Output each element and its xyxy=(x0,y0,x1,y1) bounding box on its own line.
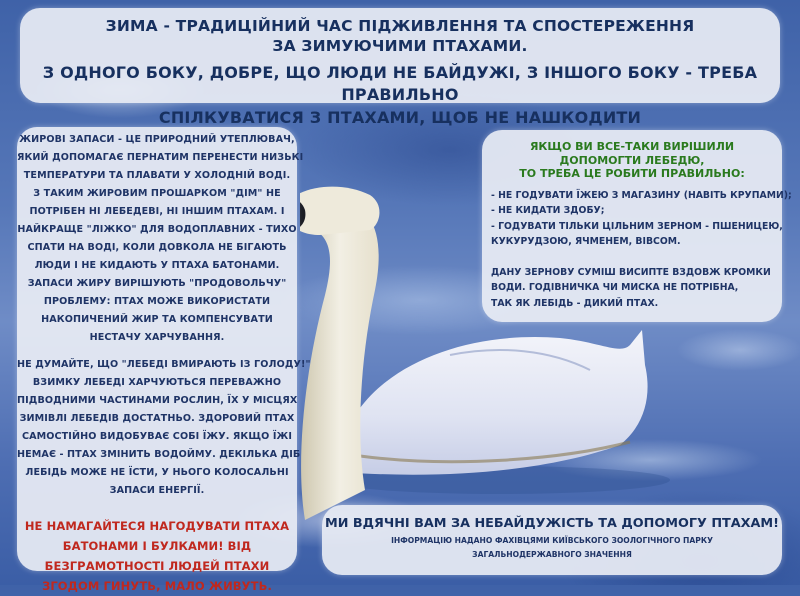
text-line: ЗИМІВЛІ ЛЕБЕДІВ ДОСТАТНЬО. ЗДОРОВИЙ ПТАХ xyxy=(19,413,295,424)
fat-reserves-panel xyxy=(17,127,311,593)
text-line: ЗАПАСИ ЕНЕРГІЇ. xyxy=(109,485,205,496)
list-item: - ГОДУВАТИ ТІЛЬКИ ЦІЛЬНИМ ЗЕРНОМ - ПШЕНИЦЕЮ, xyxy=(491,220,783,232)
feeding-rules-heading xyxy=(482,140,782,181)
heading-line: ДОПОМОГТИ ЛЕБЕДЮ, xyxy=(559,153,705,167)
header-banner xyxy=(20,8,780,127)
text-line: ЯКИЙ ДОПОМАГАЄ ПЕРНАТИМ ПЕРЕНЕСТИ НИЗЬКІ xyxy=(17,152,304,163)
warning-line: БАТОНАМИ І БУЛКАМИ! ВІД xyxy=(62,539,252,553)
warning-line: ЗГОДОМ ГИНУТЬ, МАЛО ЖИВУТЬ. xyxy=(42,579,272,593)
feeding-note xyxy=(482,265,782,312)
feeding-rules-list xyxy=(482,188,792,250)
text-line: ЗАПАСИ ЖИРУ ВИРІШУЮТЬ "ПРОДОВОЛЬЧУ" xyxy=(27,278,287,289)
heading-line: ТО ТРЕБА ЦЕ РОБИТИ ПРАВИЛЬНО: xyxy=(519,167,745,180)
text-line: ТЕМПЕРАТУРИ ТА ПЛАВАТИ У ХОЛОДНІЙ ВОДІ. xyxy=(23,170,291,181)
text-line: СПАТИ НА ВОДІ, КОЛИ ДОВКОЛА НЕ БІГАЮТЬ xyxy=(27,242,287,253)
text-line: ПОТРІБЕН НІ ЛЕБЕДЕВІ, НІ ІНШИМ ПТАХАМ. І xyxy=(29,206,285,217)
credits xyxy=(322,534,782,562)
text-line: ПРОБЛЕМУ: ПТАХ МОЖЕ ВИКОРИСТАТИ xyxy=(43,296,271,307)
text-line: НЕМАЄ - ПТАХ ЗМІНИТЬ ВОДОЙМУ. ДЕКІЛЬКА ДІБ xyxy=(17,449,301,460)
text-line: ТАК ЯК ЛЕБІДЬ - ДИКИЙ ПТАХ. xyxy=(491,297,659,309)
header-line-1: ЗИМА - ТРАДИЦІЙНИЙ ЧАС ПІДЖИВЛЕННЯ ТА СПОСТЕРЕЖЕННЯ xyxy=(105,17,695,35)
list-item: - НЕ КИДАТИ ЗДОБУ; xyxy=(491,205,605,216)
text-line: ЛЮДИ І НЕ КИДАЮТЬ У ПТАХА БАТОНАМИ. xyxy=(34,260,280,271)
list-item: КУКУРУДЗОЮ, ЯЧМЕНЕМ, ВІВСОМ. xyxy=(491,236,681,247)
text-line: ПІДВОДНИМИ ЧАСТИНАМИ РОСЛИН, ЇХ У МІСЦЯХ xyxy=(17,395,298,406)
text-line: ЛЕБІДЬ МОЖЕ НЕ ЇСТИ, У НЬОГО КОЛОСАЛЬНІ xyxy=(25,467,289,478)
fat-reserves-paragraph xyxy=(17,127,304,347)
text-line: НЕ ДУМАЙТЕ, ЩО "ЛЕБЕДІ ВМИРАЮТЬ ІЗ ГОЛОДУ!" xyxy=(17,359,311,370)
text-line: НАКОПИЧЕНИЙ ЖИР ТА КОМПЕНСУВАТИ xyxy=(41,314,273,325)
text-line: НАЙКРАЩЕ "ЛІЖКО" ДЛЯ ВОДОПЛАВНИХ - ТИХО xyxy=(17,224,297,235)
header-line-4: СПІЛКУВАТИСЯ З ПТАХАМИ, ЩОБ НЕ НАШКОДИТИ xyxy=(158,108,642,127)
text-line: ЖИРОВІ ЗАПАСИ - ЦЕ ПРИРОДНИЙ УТЕПЛЮВАЧ, xyxy=(19,134,295,145)
thanks-title: МИ ВДЯЧНІ ВАМ ЗА НЕБАЙДУЖІСТЬ ТА ДОПОМОГУ ПТАХАМ! xyxy=(324,516,780,531)
text-line: НЕСТАЧУ ХАРЧУВАННЯ. xyxy=(89,332,225,343)
warning-line: БЕЗГРАМОТНОСТІ ЛЮДЕЙ ПТАХИ xyxy=(44,559,270,573)
credits-line: ЗАГАЛЬНОДЕРЖАВНОГО ЗНАЧЕННЯ xyxy=(472,550,632,559)
text-line: ВЗИМКУ ЛЕБЕДІ ХАРЧУЮТЬСЯ ПЕРЕВАЖНО xyxy=(32,377,282,388)
credits-line: ІНФОРМАЦІЮ НАДАНО ФАХІВЦЯМИ КИЇВСЬКОГО ЗООЛОГІЧНОГО ПАРКУ xyxy=(391,536,713,545)
swans-not-starving-paragraph xyxy=(17,356,311,500)
warning-line: НЕ НАМАГАЙТЕСЯ НАГОДУВАТИ ПТАХА xyxy=(24,519,290,533)
header-line-2: ЗА ЗИМУЮЧИМИ ПТАХАМИ. xyxy=(272,37,528,55)
heading-line: ЯКЩО ВИ ВСЕ-ТАКИ ВИРІШИЛИ xyxy=(529,140,735,153)
text-line: ВОДИ. ГОДІВНИЧКА ЧИ МИСКА НЕ ПОТРІБНА, xyxy=(491,282,739,293)
warning-paragraph xyxy=(17,516,297,596)
text-line: З ТАКИМ ЖИРОВИМ ПРОШАРКОМ "ДІМ" НЕ xyxy=(33,188,281,199)
list-item: - НЕ ГОДУВАТИ ЇЖЕЮ З МАГАЗИНУ (НАВІТЬ КРУПАМИ); xyxy=(491,189,792,201)
thanks-banner xyxy=(322,505,782,575)
text-line: ДАНУ ЗЕРНОВУ СУМІШ ВИСИПТЕ ВЗДОВЖ КРОМКИ xyxy=(491,266,771,278)
header-line-3: З ОДНОГО БОКУ, ДОБРЕ, ЩО ЛЮДИ НЕ БАЙДУЖІ, З ІНШОГО БОКУ - ТРЕБА ПРАВИЛЬНО xyxy=(42,63,758,104)
text-line: САМОСТІЙНО ВИДОБУВАЄ СОБІ ЇЖУ. ЯКЩО ЇЖІ xyxy=(21,431,293,442)
feeding-rules-panel xyxy=(482,130,792,322)
